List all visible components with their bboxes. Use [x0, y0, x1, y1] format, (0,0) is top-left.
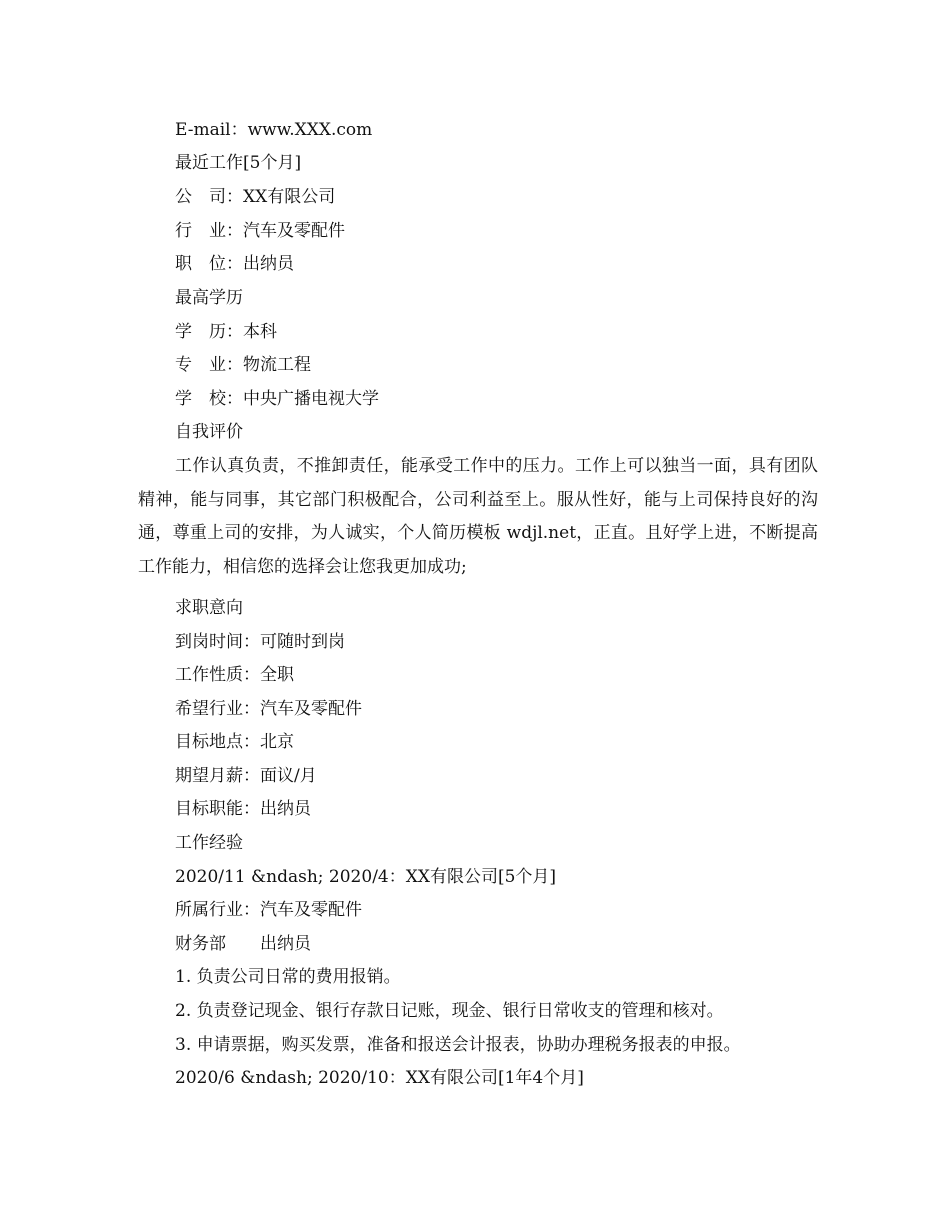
- duty-item: 2. 负责登记现金、银行存款日记账，现金、银行日常收支的管理和核对。: [175, 1001, 724, 1021]
- industry-line: 行 业：汽车及零配件: [175, 221, 345, 241]
- company-line: 公 司：XX有限公司: [175, 187, 336, 207]
- desired-industry-line: 希望行业：汽车及零配件: [175, 699, 362, 719]
- degree-line: 学 历：本科: [175, 322, 277, 342]
- recent-work-heading: 最近工作[5个月]: [175, 153, 302, 173]
- salary-line: 期望月薪：面议/月: [175, 766, 317, 786]
- self-evaluation-text: 工作认真负责，不推卸责任，能承受工作中的压力。工作上可以独当一面，具有团队精神，能与同事，其它部门积极配合，公司利益至上。服从性好，能与上司保持良好的沟通，尊重上司的安排，为人诚实，个人简历模板 wdjl.net，正直。且好学上进，不断提高工作能力，相信您的选择会让您我更加成功;: [138, 456, 818, 577]
- position-line: 职 位：出纳员: [175, 254, 294, 274]
- job-intention-heading: 求职意向: [175, 598, 243, 618]
- email-line: E-mail：www.XXX.com: [175, 120, 373, 140]
- location-line: 目标地点：北京: [175, 732, 294, 752]
- duty-item: 1. 负责公司日常的费用报销。: [175, 967, 401, 987]
- work-experience-heading: 工作经验: [175, 833, 243, 853]
- duty-item: 3. 申请票据，购买发票，准备和报送会计报表，协助办理税务报表的申报。: [175, 1035, 741, 1055]
- major-line: 专 业：物流工程: [175, 355, 311, 375]
- job2-period-line: 2020/6 &ndash; 2020/10：XX有限公司[1年4个月]: [175, 1068, 584, 1088]
- job1-dept-role-line: 财务部 出纳员: [175, 934, 311, 954]
- job1-industry-line: 所属行业：汽车及零配件: [175, 900, 362, 920]
- job-type-line: 工作性质：全职: [175, 665, 294, 685]
- availability-line: 到岗时间：可随时到岗: [175, 632, 345, 652]
- education-heading: 最高学历: [175, 288, 243, 308]
- job1-period-line: 2020/11 &ndash; 2020/4：XX有限公司[5个月]: [175, 867, 557, 887]
- self-evaluation-heading: 自我评价: [175, 422, 243, 442]
- target-role-line: 目标职能：出纳员: [175, 799, 311, 819]
- school-line: 学 校：中央广播电视大学: [175, 389, 379, 409]
